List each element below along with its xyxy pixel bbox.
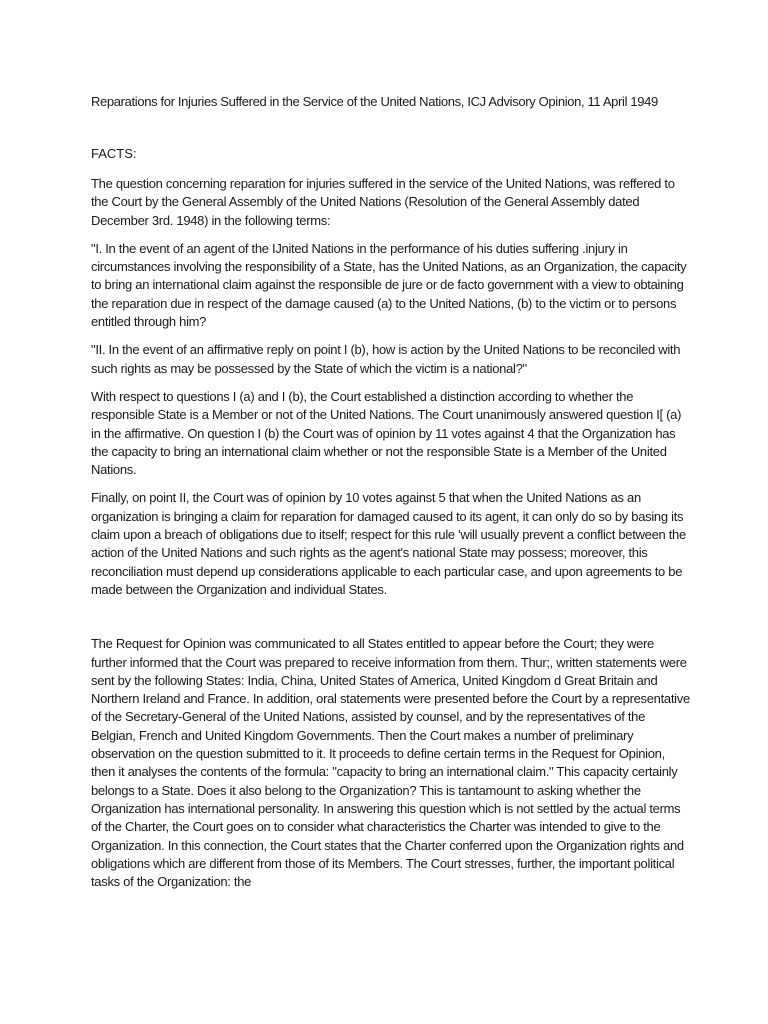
document-body: [91, 93, 691, 891]
paragraph-question-referral: The question concerning reparation for injuries suffered in the service of the United Nations, was reffered to the Court by the General Assembly of the United Nations (Resolution of the General Assembly dated December 3rd. 1948) in the following terms:: [91, 176, 675, 228]
facts-heading: FACTS:: [91, 146, 137, 161]
paragraph-question-one: "I. In the event of an agent of the IJnited Nations in the performance of his duties suffering .injury in circumstances involving the responsibility of a State, has the United Nations, as an Organization, the capacity to bring an international claim against the responsible de jure or de facto government with a view to obtaining the reparation due in respect of the damage caused (a) to the United Nations, (b) to the victim or to persons entitled through him?: [91, 240, 687, 330]
paragraph-court-answer-two: Finally, on point II, the Court was of opinion by 10 votes against 5 that when the United Nations as an organization is bringing a claim for reparation for damaged caused to its agent, it can only do so by basing its claim upon a breach of obligations due to itself; respect for this rule 'will usually prevent a conflict between the action of the United Nations and such rights as the agent's national State may possess; moreover, this reconciliation must depend up considerations applicable to each particular case, and upon agreements to be made between the Organization and individual States.: [91, 490, 686, 597]
paragraph-court-answer-one: With respect to questions I (a) and I (b), the Court established a distinction according to whether the responsible State is a Member or not of the United Nations. The Court unanimously answered question I[ (a) in the affirmative. On question I (b) the Court was of opinion by 11 votes against 4 that the Organization has the capacity to bring an international claim whether or not the responsible State is a Member of the United Nations.: [91, 388, 682, 478]
paragraph-request-for-opinion: The Request for Opinion was communicated to all States entitled to appear before the Court; they were further informed that the Court was prepared to receive information from them. Thur;, written statements were sent by the following States: India, China, United States of America, United Kingdom d Great Britain and Northern Ireland and France. In addition, oral statements were presented before the Court by a representative of the Secretary-General of the United Nations, assisted by counsel, and by the representatives of the Belgian, French and United Kingdom Governments. Then the Court makes a number of preliminary observation on the question submitted to it. It proceeds to define certain terms in the Request for Opinion, then it analyses the contents of the formula: "capacity to bring an international claim." This capacity certainly belongs to a State. Does it also belong to the Organization? This is tantamount to asking whether the Organization has international personality. In answering this question which is not settled by the actual terms of the Charter, the Court goes on to consider what characteristics the Charter was intended to give to the Organization. In this connection, the Court states that the Charter conferred upon the Organization rights and obligations which are different from those of its Members. The Court stresses, further, the important political tasks of the Organization: the: [91, 636, 690, 890]
document-title: Reparations for Injuries Suffered in the Service of the United Nations, ICJ Advisory Opinion, 11 April 1949: [91, 94, 658, 109]
paragraph-question-two: "II. In the event of an affirmative reply on point I (b), how is action by the United Nations to be reconciled with such rights as may be possessed by the State of which the victim is a national?": [91, 342, 681, 376]
